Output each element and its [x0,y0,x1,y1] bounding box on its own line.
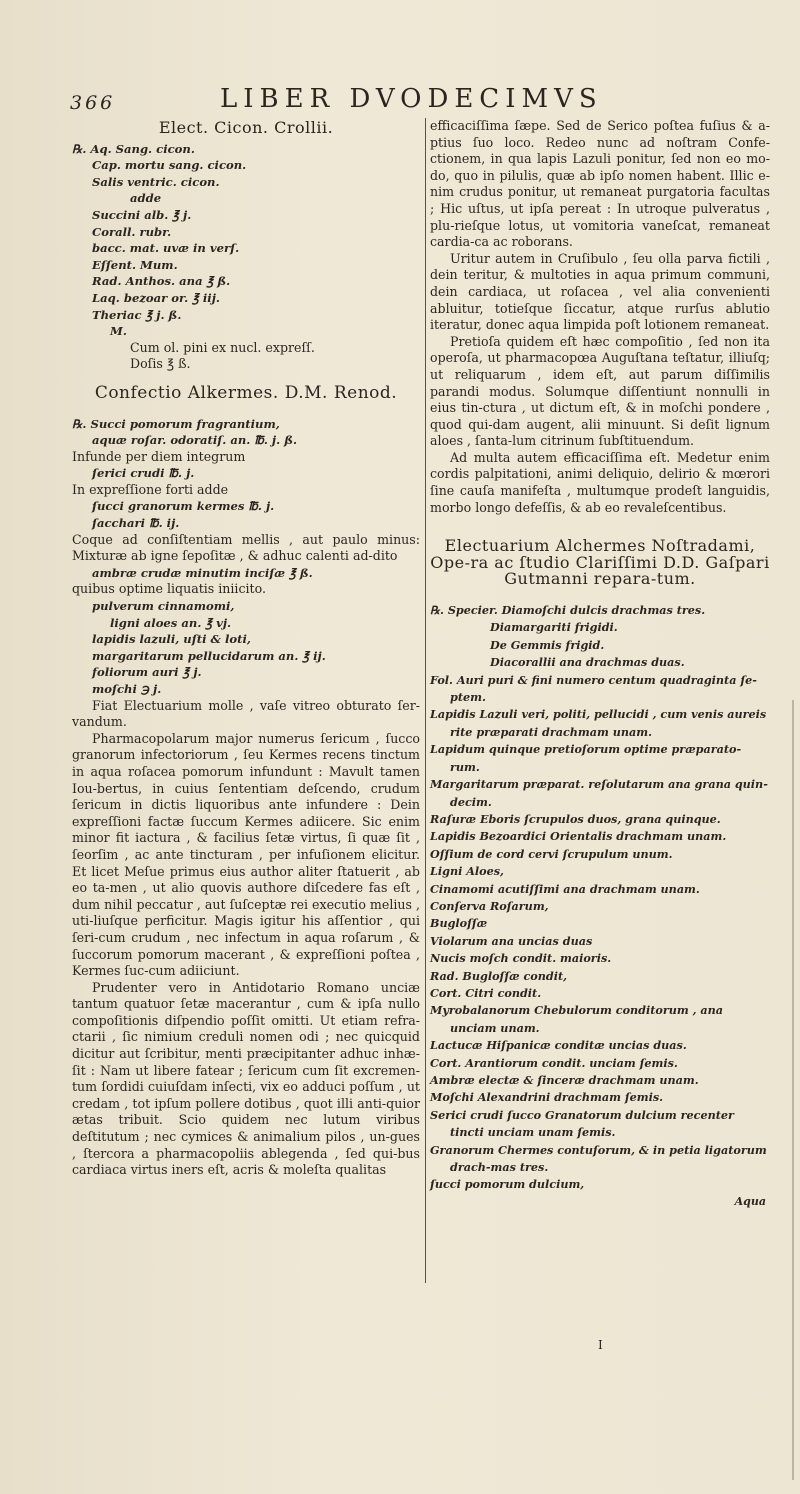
recipe-line: Cort. Arantiorum condit. unciam ſemis. [430,1055,678,1070]
recipe-line: Rad. Anthos. ana ℥ ß. [92,274,231,289]
paragraph: Fiat Electuarium molle , vaſe vitreo obturato ſer-vandum. [72,697,420,730]
recipe-line: Salis ventric. cicon. [92,174,220,189]
recipe-line: ligni aloes an. ℥ vj. [110,615,232,630]
paragraph: Prudenter vero in Antidotario Romano unciæ tantum quatuor ſetæ macerantur , cum & ipſa nullo compoſitionis diſpendio poſſit omitti. Ut etiam refra-ctarii , ſic nimium creduli nomen odi ; nec quicquid dicitur aut ſcribitur, menti præcipitanter adhuc inhæ-ſit : Nam ut libere fatear ; ſericum cum ſit excremen-tum ſordidi cuiuſdam inſecti, vix eo adduci poſſum , ut credam , tot ipſum pollere dotibus , quot illi anti-quior ætas tribuit. Scio quidem nec lutum viribus deſtitutum ; nec cymices & animalium pilos , un-gues , ſtercora a pharmacopoliis ablegenda , ſed qui-bus cardiaca virtus iners eſt, acris & moleſta qualitas [72,979,420,1178]
column-divider [425,118,426,1283]
recipe-line: ſacchari ℔. ij. [92,516,180,531]
recipe-additions [72,565,420,698]
recipe-alkermes [72,416,420,532]
recipe-line: moſchi ℈ j. [92,682,162,696]
recipe-line: Raſuræ Eboris ſcrupulos duos, grana quinque. [430,811,721,826]
recipe-line: Granorum Chermes contuſorum, & in petia ligatorum drach-mas tres. [430,1142,767,1175]
recipe-line: Violarum ana uncias duas [430,933,593,948]
paragraph: Uritur autem in Cruſibulo , ſeu olla parva fictili , dein teritur, & multoties in aqua primum communi, dein cardiaca, ut roſacea , vel alia convenienti abluitur, totieſque ſiccatur, atque rurſus ablutio iteratur, donec aqua limpida poſt lotionem remaneat. [430,250,770,333]
recipe-line: Diacorallii ana drachmas duas. [490,655,685,670]
recipe-line: ℞. Aq. Sang. cicon. [72,141,195,156]
recipe-line: Doſis ℥ ß. [130,356,191,372]
section-title-alkermes: Confectio Alkermes. D.M. Renod. [94,382,398,403]
recipe-line: Bugloſſæ [430,916,488,931]
recipe-line: margaritarum pellucidarum an. ℥ ij. [92,648,326,663]
signature-mark: I [598,1338,603,1352]
recipe-line: In expreſſione forti adde [72,481,229,497]
recipe-line: Cap. mortu sang. cicon. [92,158,247,173]
recipe-line: Conſerva Roſarum, [430,898,549,913]
recipe-line: bacc. mat. uvæ in verſ. [92,241,240,256]
recipe-line: Succini alb. ℥ j. [92,207,192,222]
recipe-line: Infunde per diem integrum [72,448,246,464]
recipe-line: Lapidum quinque pretioſorum optime præparato-rum. [430,742,742,774]
recipe-line: ſucci pomorum dulcium, [430,1177,585,1192]
recipe-line: Ambræ electæ & ſinceræ drachmam unam. [430,1073,699,1087]
recipe-line: Corall. rubr. [92,224,172,239]
recipe-line: ℞. Succi pomorum fragrantium, [72,416,280,431]
page-number: 366 [70,92,116,114]
recipe-line: Lapidis Bezoardici Orientalis drachmam unam. [430,829,727,844]
paragraph: Pharmacopolarum major numerus ſericum , ſucco granorum infectoriorum , ſeu Kermes recens tinctum in aqua roſacea pomorum infundunt : Mavult tamen Iou-bertus, in cuius ſententiam deſcendo, crudum ſericum in dictis liquoribus ante infundere : Dein expreſſioni factæ ſuccum Kermes adiicere. Sic enim minor fit iactura , & facilius ſetæ virtus, ſi quæ ſit , ſeorſim , ac ante tincturam , per infuſionem elicitur. Et licet Meſue primus eius author aliter ſtatuerit , ab eo ta-men , ut alio quovis authore diſcedere fas eſt , dum nihil peccatur , aut ſuſceptæ rei executio melius , uti-liuſque perficitur. Magis igitur his aſſentior , qui ſeri-cum crudum , nec infectum in aqua roſarum , & ſuccorum pomorum macerant , & expreſſioni poſtea , Kermes ſuc-cum adiiciunt. [72,730,420,979]
recipe-line: Oſſium de cord cervi ſcrupulum unum. [430,846,673,861]
recipe-nostradamus [430,602,770,1194]
recipe-line: Lactucæ Hiſpanicæ conditæ uncias duas. [430,1038,687,1053]
recipe-line: Eſſent. Mum. [92,257,178,272]
section-title-crollii: Elect. Cicon. Crollii. [158,118,334,137]
recipe-line: Nucis moſch condit. maioris. [430,951,612,966]
recipe-line: ſerici crudi ℔. j. [92,466,195,481]
catchword: Aqua [734,1194,766,1208]
recipe-crollii [72,141,420,373]
recipe-line: Margaritarum præparat. reſolutarum ana grana quin-decim. [430,777,768,809]
recipe-line: ℞. Specier. Diamoſchi dulcis drachmas tres. [430,603,706,618]
running-title: LIBER DVODECIMVS [220,84,603,114]
recipe-line: pulverum cinnamomi, [92,599,235,614]
recipe-line: Cinamomi acutiſſimi ana drachmam unam. [430,881,700,896]
recipe-line: quibus optime liquatis iniicito. [72,581,266,597]
recipe-line: Ligni Aloes, [430,864,504,879]
recipe-line: Laq. bezoar or. ℥ iij. [92,290,220,305]
paragraph: Pretioſa quidem eſt hæc compoſitio , ſed non ita operoſa, ut pharmacopœa Auguſtana teſtatur, illiuſq; ut reliquarum , idem eſt, aut parum diſſimilis parandi modus. Solumque diſſentiunt nonnulli in eius tin-ctura , ut dictum eſt, & in moſchi pondere , quod qui-dam augent, alii minuunt. Si deſit lignum aloes , ſanta-lum citrinum ſubſtituendum. [430,333,770,449]
recipe-line: Cum ol. pini ex nucl. expreſſ. [130,339,315,355]
recipe-line: ambræ crudæ minutim inciſæ ℥ ß. [92,565,313,580]
recipe-line: Lapidis Lazuli veri, politi, pellucidi , cum venis aureis rite præparati drachmam unam. [430,707,767,739]
paragraph: efficaciſſima ſæpe. Sed de Serico poſtea fuſius & a-ptius ſuo loco. Redeo nunc ad noſtram Confe-ctionem, in qua lapis Lazuli ponitur, ſed non eo mo-do, quo in pilulis, quæ ab ipſo nomen habent. Illic e-nim crudus ponitur, ut remaneat purgatoria facultas ; Hic uſtus, ut ipſa pereat : In utroque pulveratus , plu-rieſque lotus, ut vomitoria vaneſcat, remaneat cardia-ca ac roborans. [430,118,770,250]
recipe-line: aquæ roſar. odoratiſ. an. ℔. j. ß. [92,433,298,448]
page-header [70,84,760,114]
paragraph: Ad multa autem efficaciſſima eſt. Medetur enim cordis palpitationi, animi deliquio, delirio & mœrori ſine cauſa manifeſta , multumque prodeſt languidis, morbo longo defeſſis, & ab eo revaleſcentibus. [430,449,770,515]
recipe-line: Serici crudi ſucco Granatorum dulcium recenter tincti unciam unam ſemis. [430,1107,734,1140]
page-edge-shadow [792,700,794,1480]
recipe-line: Cort. Citri condit. [430,985,542,1000]
section-title-nostradamus: Electuarium Alchermes Noſtradami, Ope-ra ac ſtudio Clariſſimi D.D. Gaſpari Gutmanni repara-tum. [430,536,770,589]
recipe-line: ſucci granorum kermes ℔. j. [92,499,275,514]
recipe-line: M. [110,324,127,339]
recipe-line: Fol. Auri puri & fini numero centum quadraginta ſe-ptem. [430,672,757,705]
recipe-line: Diamargariti frigidi. [490,620,618,635]
recipe-line: adde [130,191,162,206]
recipe-line: Rad. Bugloſſæ condit, [430,968,568,983]
recipe-line: lapidis lazuli, uſti & loti, [92,632,251,647]
right-column [430,118,770,1210]
paragraph: Coque ad conſiſtentiam mellis , aut paulo minus: Mixturæ ab igne ſepoſitæ , & adhuc calenti ad-dito [72,531,420,564]
left-column [72,118,420,1179]
recipe-line: Myrobalanorum Chebulorum conditorum , ana unciam unam. [430,1003,724,1035]
recipe-line: foliorum auri ℥ j. [92,665,202,680]
recipe-line: De Gemmis frigid. [490,637,605,652]
recipe-line: Moſchi Alexandrini drachmam ſemis. [430,1090,664,1105]
recipe-line: Theriac ℥ j. ß. [92,307,182,322]
